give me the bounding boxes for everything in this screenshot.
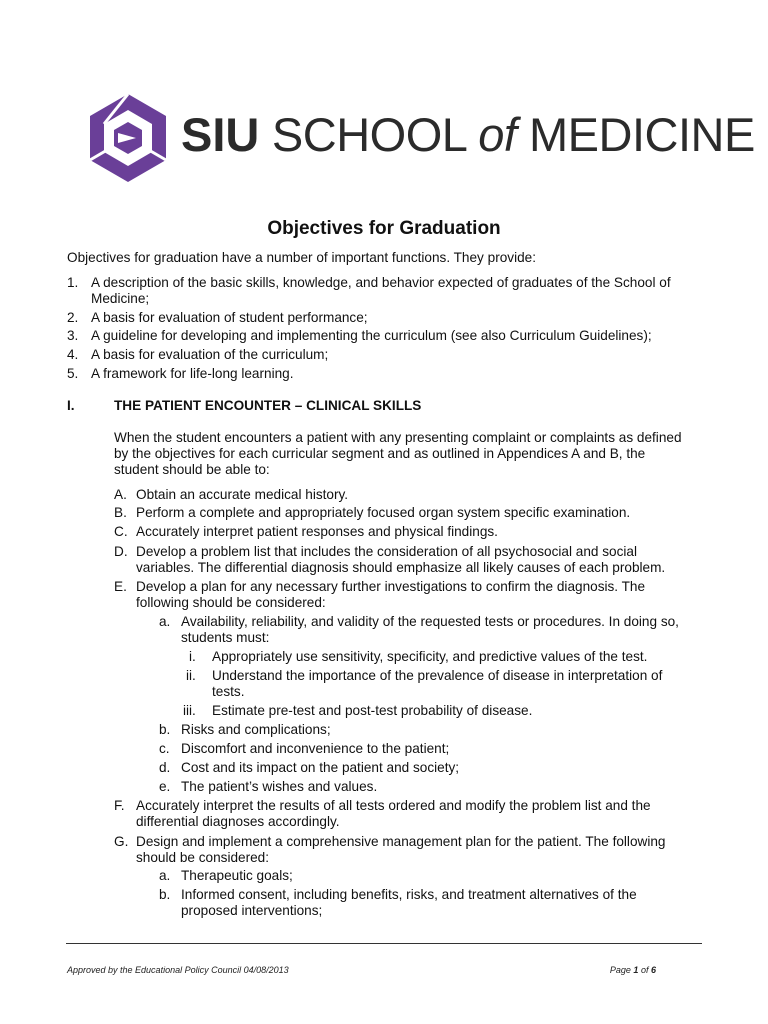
subitem-marker: c.	[159, 741, 170, 756]
roman-item-text: tests.	[212, 684, 245, 699]
subitem-text: The patient’s wishes and values.	[181, 779, 378, 794]
section-intro: student should be able to:	[114, 462, 270, 477]
subitem-marker: a.	[159, 614, 171, 629]
list-number: 5.	[67, 366, 79, 381]
item-text: Obtain an accurate medical history.	[136, 487, 349, 502]
list-item-text: A basis for evaluation of student performance;	[91, 310, 368, 325]
roman-marker: iii.	[183, 703, 196, 718]
roman-marker: ii.	[186, 668, 196, 683]
subitem-marker: a.	[159, 868, 171, 883]
list-item-text: A basis for evaluation of the curriculum;	[91, 347, 329, 362]
list-number: 1.	[67, 275, 79, 290]
item-text: Develop a problem list that includes the consideration of all psychosocial and social	[136, 544, 637, 559]
subitem-marker: e.	[159, 779, 171, 794]
item-marker: F.	[114, 798, 125, 813]
item-marker: E.	[114, 579, 127, 594]
siu-hexagon-logo-icon	[88, 92, 168, 184]
roman-marker: i.	[189, 649, 196, 664]
item-text: Develop a plan for any necessary further investigations to confirm the diagnosis. The	[136, 579, 646, 594]
subitem-marker: d.	[159, 760, 171, 775]
intro-text: Objectives for graduation have a number of important functions. They provide:	[67, 250, 536, 265]
roman-item-text: Estimate pre-test and post-test probability of disease.	[212, 703, 533, 718]
list-item-text: A framework for life-long learning.	[91, 366, 294, 381]
list-number: 2.	[67, 310, 79, 325]
list-number: 4.	[67, 347, 79, 362]
siu-logo	[88, 92, 755, 184]
item-marker: G.	[114, 834, 129, 849]
item-marker: B.	[114, 505, 127, 520]
footer-divider	[66, 943, 702, 944]
section-intro: When the student encounters a patient with any presenting complaint or complaints as defined	[114, 430, 682, 445]
item-text: Accurately interpret patient responses and physical findings.	[136, 524, 498, 539]
subitem-marker: b.	[159, 887, 171, 902]
subitem-text: Availability, reliability, and validity of the requested tests or procedures. In doing so,	[181, 614, 679, 629]
list-item-text: Medicine;	[91, 291, 150, 306]
item-text: should be considered:	[136, 850, 270, 865]
subitem-text: proposed interventions;	[181, 903, 323, 918]
list-item-text: A description of the basic skills, knowledge, and behavior expected of graduates of the School of	[91, 275, 671, 290]
section-number: I.	[67, 398, 75, 413]
item-text: differential diagnoses accordingly.	[136, 814, 340, 829]
list-number: 3.	[67, 328, 79, 343]
page-number: Page 1 of 6	[609, 965, 656, 975]
item-marker: A.	[114, 487, 127, 502]
item-text: following should be considered:	[136, 595, 326, 610]
item-text: Design and implement a comprehensive management plan for the patient. The following	[136, 834, 666, 849]
subitem-text: Informed consent, including benefits, risks, and treatment alternatives of the	[181, 887, 637, 902]
page-title: Objectives for Graduation	[267, 218, 501, 239]
item-marker: D.	[114, 544, 128, 559]
subitem-text: Cost and its impact on the patient and society;	[181, 760, 460, 775]
subitem-text: students must:	[181, 630, 270, 645]
roman-item-text: Appropriately use sensitivity, specificity, and predictive values of the test.	[212, 649, 648, 664]
item-text: Accurately interpret the results of all tests ordered and modify the problem list and the	[136, 798, 651, 813]
approval-note: Approved by the Educational Policy Council 04/08/2013	[67, 965, 289, 975]
subitem-text: Therapeutic goals;	[181, 868, 293, 883]
item-marker: C.	[114, 524, 128, 539]
item-text: Perform a complete and appropriately focused organ system specific examination.	[136, 505, 631, 520]
school-wordmark: SIU SCHOOL of MEDICINE	[181, 108, 755, 161]
section-intro: by the objectives for each curricular segment and as outlined in Appendices A and B, the	[114, 446, 646, 461]
section-heading: THE PATIENT ENCOUNTER – CLINICAL SKILLS	[114, 398, 422, 413]
list-item-text: A guideline for developing and implementing the curriculum (see also Curriculum Guidelines);	[91, 328, 652, 343]
subitem-text: Risks and complications;	[181, 722, 331, 737]
subitem-marker: b.	[159, 722, 171, 737]
item-text: variables. The differential diagnosis should emphasize all likely causes of each problem.	[136, 560, 666, 575]
subitem-text: Discomfort and inconvenience to the patient;	[181, 741, 450, 756]
roman-item-text: Understand the importance of the prevalence of disease in interpretation of	[212, 668, 663, 683]
